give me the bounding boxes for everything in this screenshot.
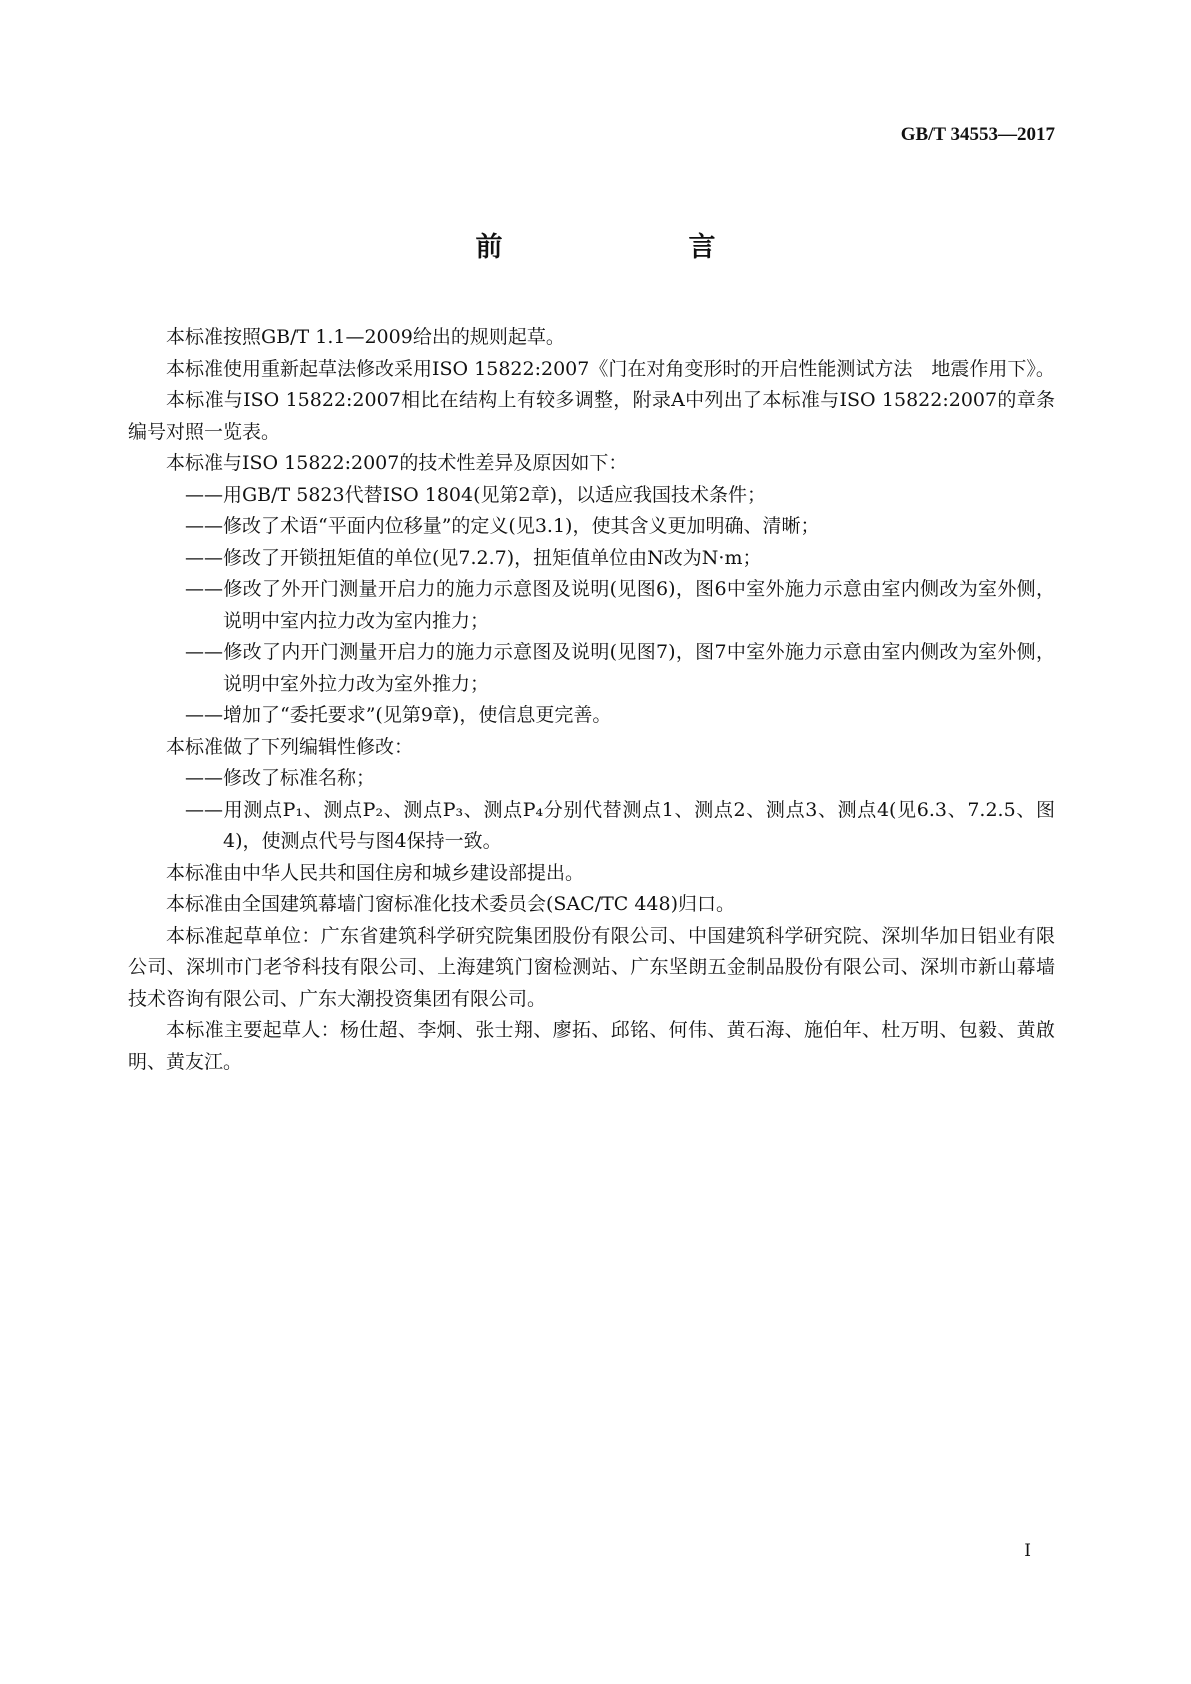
list-item: ——增加了“委托要求”(见第9章)，使信息更完善。 <box>185 704 612 726</box>
paragraph: 本标准按照GB/T 1.1—2009给出的规则起草。 <box>166 326 565 348</box>
paragraph: 本标准与ISO 15822:2007的技术性差异及原因如下： <box>166 452 628 474</box>
foreword-body <box>128 322 1055 1078</box>
list-item: ——修改了外开门测量开启力的施力示意图及说明(见图6)，图6中室外施力示意由室内侧改为室外侧，说明中室内拉力改为室内推力； <box>185 578 1055 632</box>
paragraph: 本标准使用重新起草法修改采用ISO 15822:2007《门在对角变形时的开启性能测试方法 地震作用下》。 <box>166 357 1055 380</box>
paragraph: 本标准做了下列编辑性修改： <box>166 735 414 758</box>
paragraph: 本标准起草单位：广东省建筑科学研究院集团股份有限公司、中国建筑科学研究院、深圳华加日铝业有限公司、深圳市门老爷科技有限公司、上海建筑门窗检测站、广东坚朗五金制品股份有限公司、深圳市新山幕墙技术咨询有限公司、广东大潮投资集团有限公司。 <box>128 924 1055 1010</box>
list-item: ——修改了标准名称； <box>185 767 376 789</box>
list-item: ——用GB/T 5823代替ISO 1804(见第2章)，以适应我国技术条件； <box>185 483 767 506</box>
paragraph: 本标准由中华人民共和国住房和城乡建设部提出。 <box>166 861 585 884</box>
page-number: I <box>1024 1541 1031 1561</box>
paragraph: 本标准由全国建筑幕墙门窗标准化技术委员会(SAC/TC 448)归口。 <box>166 893 736 915</box>
paragraph: 本标准主要起草人：杨仕超、李炯、张士翔、廖拓、邱铭、何伟、黄石海、施伯年、杜万明、包毅、黄啟明、黄友江。 <box>128 1019 1055 1073</box>
standard-code: GB/T 34553—2017 <box>900 124 1055 145</box>
list-item: ——用测点P₁、测点P₂、测点P₃、测点P₄分别代替测点1、测点2、测点3、测点4(见6.3、7.2.5、图4)，使测点代号与图4保持一致。 <box>185 798 1055 852</box>
paragraph: 本标准与ISO 15822:2007相比在结构上有较多调整，附录A中列出了本标准与ISO 15822:2007的章条编号对照一览表。 <box>128 389 1055 443</box>
list-item: ——修改了术语“平面内位移量”的定义(见3.1)，使其含义更加明确、清晰； <box>185 515 820 537</box>
page-title: 前 言 <box>475 232 760 263</box>
list-item: ——修改了开锁扭矩值的单位(见7.2.7)，扭矩值单位由N改为N·m； <box>185 546 762 569</box>
list-item: ——修改了内开门测量开启力的施力示意图及说明(见图7)，图7中室外施力示意由室内侧改为室外侧，说明中室外拉力改为室外推力； <box>185 641 1055 695</box>
